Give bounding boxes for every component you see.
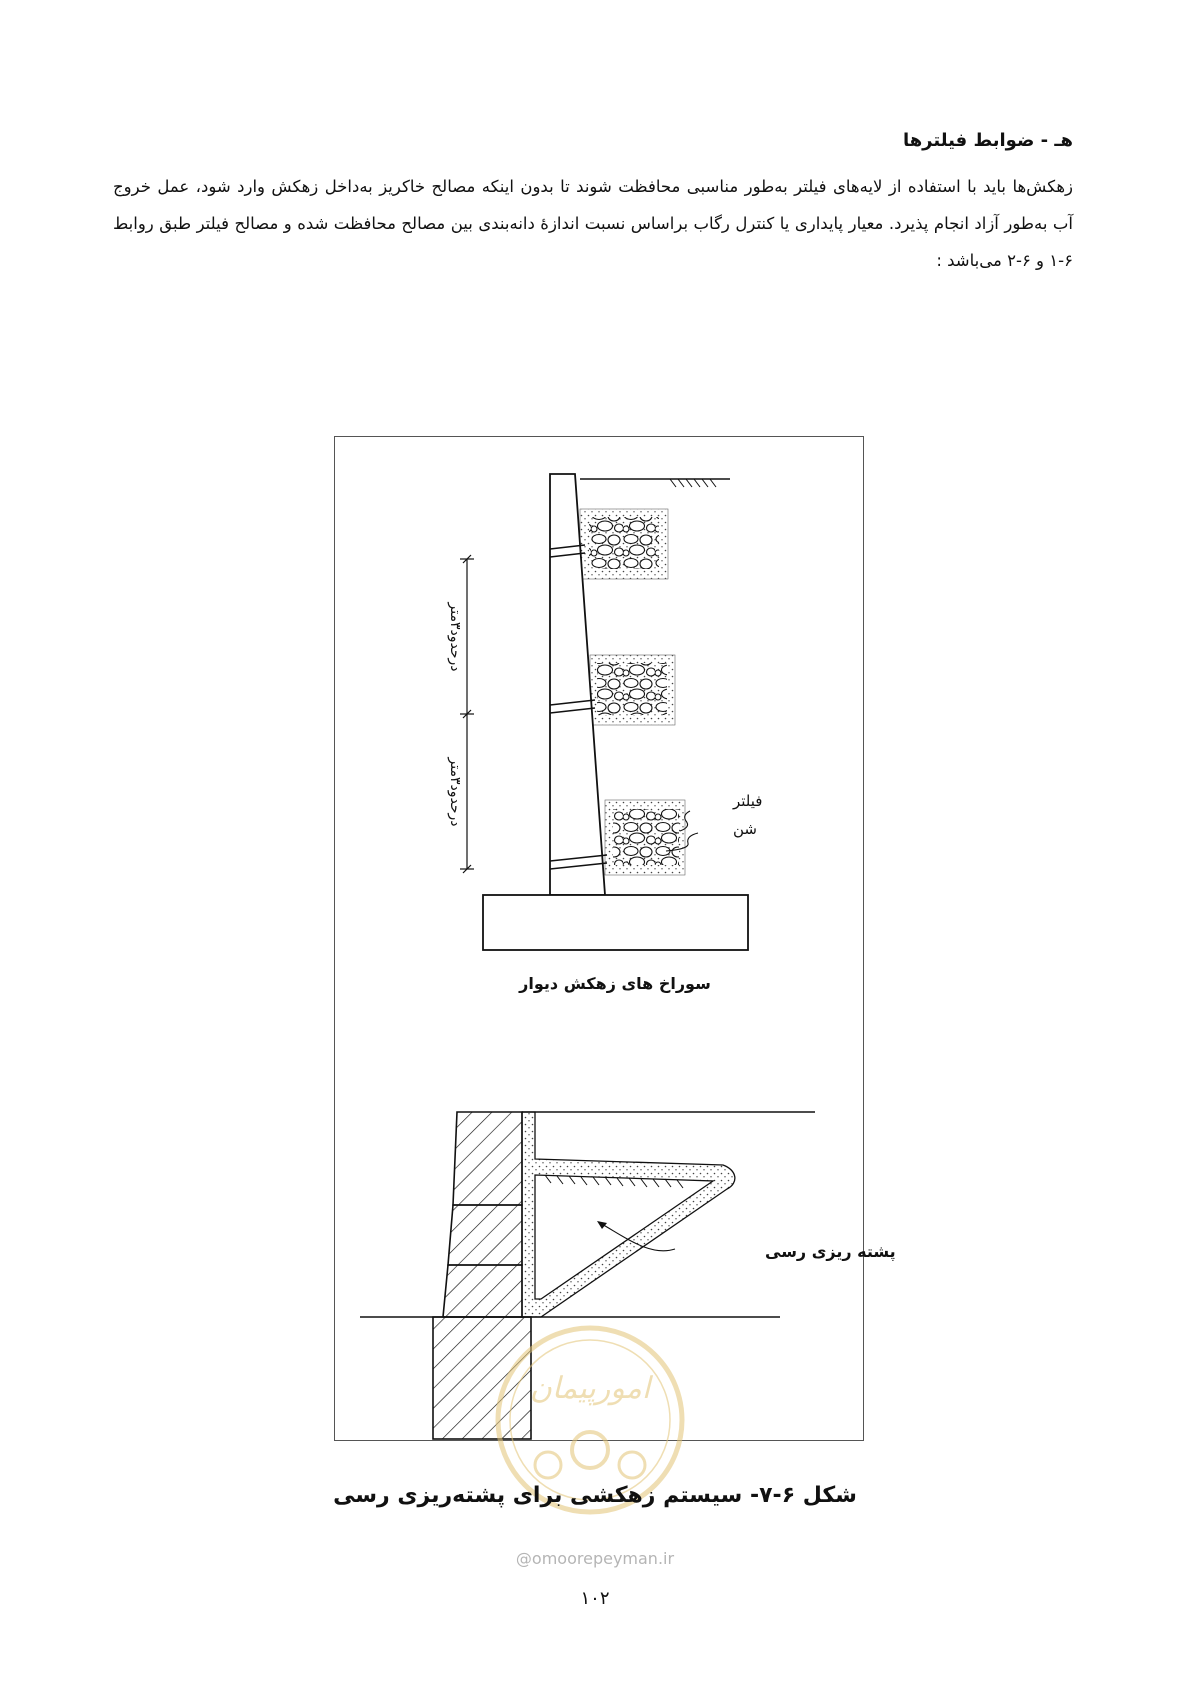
- drainage-figure: [335, 437, 896, 1442]
- drain-block-1: [580, 509, 668, 579]
- ground-hatch: [670, 479, 716, 487]
- wall-courses: [443, 1112, 522, 1317]
- watermark-site: [0, 1549, 1190, 1568]
- figure-frame: [334, 436, 896, 1441]
- watermark-site-text: omoorepeyman.ir: [531, 1549, 675, 1568]
- watermark-gear-small-icon: [619, 1452, 645, 1478]
- at-icon: @: [515, 1549, 532, 1568]
- drain-block-2: [590, 655, 675, 725]
- wall-foundation: [433, 1317, 531, 1439]
- page-number: ۱۰۲: [580, 1588, 610, 1609]
- watermark-scale-icon: [535, 1452, 561, 1478]
- body-paragraph: زهکش‌ها باید با استفاده از لایه‌های فیلتر به‌طور مناسبی محافظت شوند تا بدون اینکه مصالح خاکریز به‌داخل زهکش وارد شود، عمل خروج آب به‌طور آزاد انجام پذیرد. معیار پایداری یا کنترل رگاب براساس نسبت اندازهٔ دانه‌بندی بین مصالح محافظت شده و مصالح فیلتر طبق روابط ۶-۱ و ۶-۲ می‌باشد :: [113, 177, 1073, 270]
- bottom-diagram: [360, 1112, 896, 1439]
- top-diagram-caption: سوراخ های زهکش دیوار: [519, 974, 711, 993]
- drain-block-3: [605, 800, 685, 875]
- dimension-label-upper: درحدود۳متر: [447, 602, 463, 672]
- wall-footing: [483, 895, 748, 950]
- dimension-label-lower: درحدود۳متر: [447, 757, 463, 827]
- watermark-logo-text: امورپیمان: [529, 1371, 651, 1406]
- top-diagram: [447, 474, 762, 993]
- filter-label: فیلتر: [733, 792, 763, 810]
- gravel-label: شن: [733, 820, 757, 838]
- section-heading: هـ - ضوابط فیلترها: [902, 130, 1073, 151]
- figure-caption: شکل ۶-۷- سیستم زهکشی برای پشته‌ریزی رسی: [333, 1483, 857, 1508]
- backfill-label: پشته ریزی رسی: [765, 1242, 896, 1261]
